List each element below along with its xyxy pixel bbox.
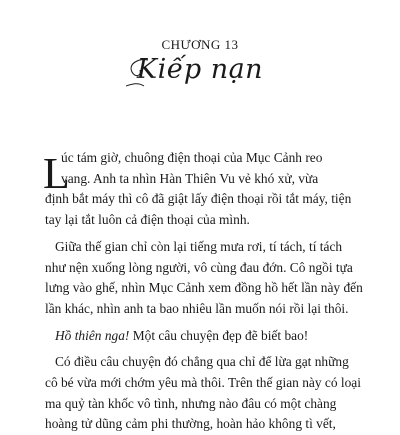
text-line: lần khác, nhìn anh ta bao nhiêu lần muốn nói rồi lại thôi. bbox=[45, 300, 349, 316]
text-line: úc tám giờ, chuông điện thoại của Mục Cảnh reo bbox=[61, 150, 323, 165]
italic-phrase: Hồ thiên nga! bbox=[55, 327, 130, 343]
paragraph-1 bbox=[45, 148, 357, 231]
paragraph-4 bbox=[45, 352, 361, 435]
drop-cap: L bbox=[43, 149, 70, 198]
text-line: cô bé vừa mới chớm yêu mà thôi. Trên thế gian này có loại bbox=[45, 375, 361, 391]
text-phrase: Một câu chuyện đẹp đẽ biết bao! bbox=[129, 327, 309, 343]
paragraph-2 bbox=[45, 237, 363, 320]
text-line: vang. Anh ta nhìn Hàn Thiên Vu vẻ khó xử, vừa bbox=[61, 170, 319, 186]
text-line: như nện xuống lòng người, vô cùng đau đớn. Cô ngồi tựa bbox=[45, 259, 353, 275]
text-line: định bắt máy thì cô đã giật lấy điện thoại rồi tắt máy, tiện bbox=[45, 191, 352, 207]
chapter-title: Kiếp nạn bbox=[136, 54, 264, 85]
body-text bbox=[43, 148, 363, 435]
paragraph-3 bbox=[45, 326, 357, 347]
text-line: Có điều câu chuyện đó chẳng qua chỉ để lừa gạt những bbox=[55, 354, 349, 370]
text-line bbox=[45, 326, 357, 347]
text-line: ma quỷ tàn khốc vô tình, nhưng nào đâu có một chàng bbox=[45, 395, 337, 411]
text-line: hoàng tử dũng cảm phi thường, hoàn hảo không tì vết, bbox=[45, 416, 336, 432]
chapter-label: CHƯƠNG 13 bbox=[161, 37, 239, 52]
text-line: tay lại tắt luôn cả điện thoại của mình. bbox=[45, 212, 250, 228]
text-line: Giữa thế gian chỉ còn lại tiếng mưa rơi, tí tách, tí tách bbox=[55, 238, 343, 254]
text-line: lưng vào ghế, nhìn Mục Cảnh xem đồng hồ hết lần này đến bbox=[45, 280, 363, 296]
